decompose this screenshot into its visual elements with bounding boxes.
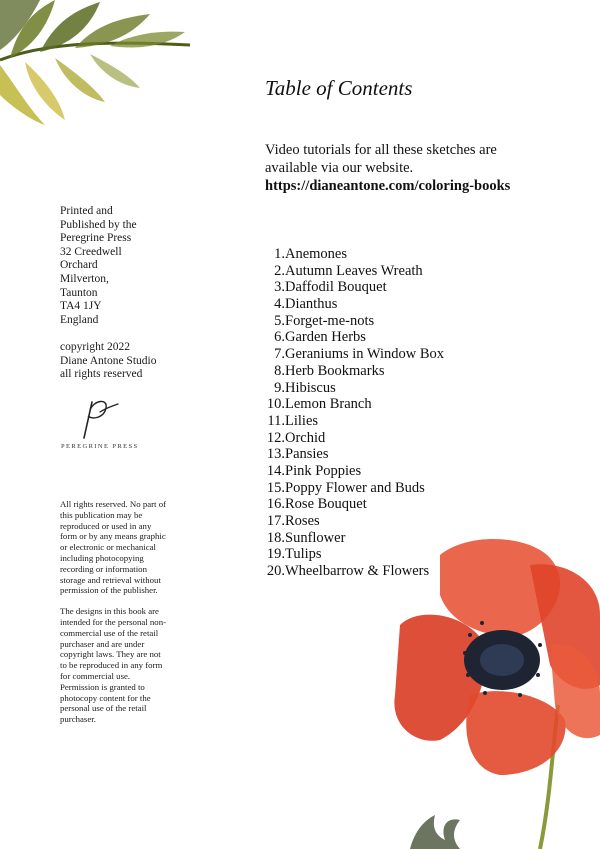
copyright-line: Diane Antone Studio: [60, 354, 157, 367]
item-title: Pansies: [285, 446, 329, 463]
poppy-flower-illustration: [390, 535, 600, 849]
item-title: Orchid: [285, 429, 326, 446]
item-number: 7.: [274, 346, 285, 363]
list-item[interactable]: [262, 380, 444, 397]
list-item[interactable]: [262, 329, 444, 346]
item-number: 9.: [274, 379, 285, 396]
publisher-line: England: [60, 313, 99, 326]
fern-leaf-illustration: [0, 0, 195, 135]
publisher-line: Orchard: [60, 259, 98, 272]
website-link[interactable]: https://dianeantone.com/coloring-books: [265, 178, 511, 194]
list-item[interactable]: [262, 496, 444, 513]
item-number: 1.: [274, 246, 285, 262]
item-title: Daffodil Bouquet: [285, 279, 387, 296]
item-title: Hibiscus: [285, 379, 336, 396]
list-item[interactable]: [262, 396, 444, 413]
item-number: 11.: [267, 412, 285, 429]
list-item[interactable]: [262, 346, 444, 363]
item-number: 14.: [266, 462, 285, 479]
item-title: Rose Bouquet: [285, 496, 367, 513]
copyright-line: copyright 2022: [60, 341, 130, 353]
intro-text: [265, 141, 565, 195]
copyright-notice: [60, 341, 200, 382]
item-number: 17.: [266, 513, 285, 529]
publisher-line: Printed and: [60, 205, 113, 217]
item-title: Anemones: [285, 246, 348, 262]
rights-statement: [60, 499, 168, 725]
list-item[interactable]: [262, 413, 444, 430]
item-number: 16.: [266, 496, 285, 513]
item-number: 20.: [266, 563, 285, 580]
item-number: 6.: [274, 329, 285, 346]
rights-paragraph: All rights reserved. No part of this publication may be reproduced or used in any form or by any means graphic or electronic or mechanical including photocopying recording or information storage and retrieval without permission of the publisher.: [60, 499, 167, 596]
list-item[interactable]: [262, 513, 444, 530]
intro-line-2: available via our website.: [265, 160, 414, 176]
list-item[interactable]: [262, 446, 444, 463]
item-title: Wheelbarrow & Flowers: [285, 563, 430, 580]
item-title: Sunflower: [285, 529, 346, 546]
publisher-line: Published by the: [60, 218, 137, 231]
item-title: Geraniums in Window Box: [285, 346, 445, 363]
contents-list: [262, 246, 444, 580]
list-item[interactable]: [262, 313, 444, 330]
list-item[interactable]: [262, 246, 444, 263]
item-title: Dianthus: [285, 296, 338, 313]
publisher-line: 32 Creedwell: [60, 245, 122, 258]
publisher-address: [60, 205, 190, 327]
item-number: 10.: [266, 396, 285, 413]
item-title: Tulips: [285, 546, 322, 563]
page-title: Table of Contents: [265, 76, 413, 100]
copyright-line: all rights reserved: [60, 368, 143, 381]
publisher-line: Milverton,: [60, 272, 109, 285]
item-number: 4.: [274, 296, 285, 313]
item-title: Herb Bookmarks: [285, 362, 385, 379]
item-number: 12.: [266, 429, 285, 446]
list-item[interactable]: [262, 480, 444, 497]
list-item[interactable]: [262, 296, 444, 313]
item-title: Lemon Branch: [285, 396, 372, 413]
item-number: 19.: [266, 546, 285, 563]
item-number: 13.: [266, 446, 285, 463]
item-number: 5.: [274, 312, 285, 329]
item-title: Lilies: [285, 412, 319, 429]
usage-paragraph: The designs in this book are intended for the personal non-commercial use of the retail purchaser and are under copyright laws. They are not to be reproduced in any form for commercial use. Permission is granted to photocopy content for the personal use of the retail purchaser.: [60, 606, 167, 725]
list-item[interactable]: [262, 430, 444, 447]
publisher-line: Peregrine Press: [60, 232, 132, 245]
item-title: Pink Poppies: [285, 462, 362, 479]
item-number: 8.: [274, 362, 285, 379]
intro-line-1: Video tutorials for all these sketches are: [265, 142, 497, 158]
item-title: Poppy Flower and Buds: [285, 479, 425, 496]
list-item[interactable]: [262, 463, 444, 480]
list-item[interactable]: [262, 263, 444, 280]
list-item[interactable]: [262, 279, 444, 296]
list-item[interactable]: [262, 363, 444, 380]
item-title: Autumn Leaves Wreath: [285, 262, 423, 279]
peregrine-press-logo-icon: [72, 394, 120, 440]
item-number: 15.: [266, 479, 285, 496]
publisher-line: Taunton: [60, 286, 98, 299]
item-number: 18.: [266, 529, 285, 546]
logo-text: PEREGRINE PRESS: [61, 443, 139, 450]
item-number: 3.: [274, 279, 285, 296]
item-title: Forget-me-nots: [285, 312, 375, 329]
item-number: 2.: [274, 262, 285, 279]
publisher-line: TA4 1JY: [60, 300, 102, 313]
item-title: Garden Herbs: [285, 329, 366, 346]
item-title: Roses: [285, 513, 320, 529]
